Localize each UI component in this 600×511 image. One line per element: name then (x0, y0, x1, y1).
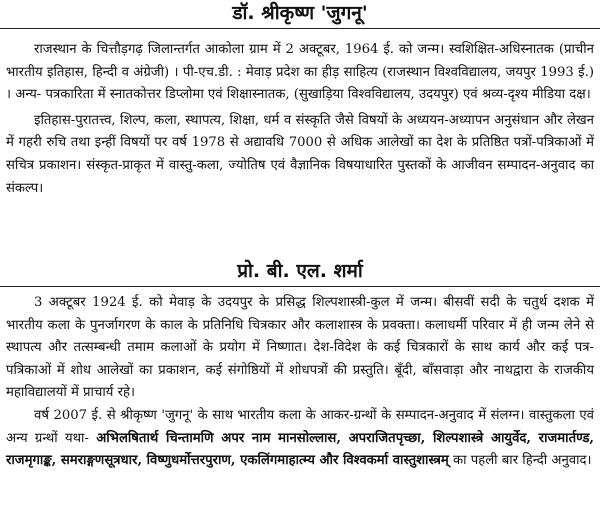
heading-divider (0, 28, 600, 29)
bio-outro-text: का पहली बार हिन्दी अनुवाद। (448, 453, 592, 469)
heading-divider (0, 286, 600, 287)
bold-book-titles: अभिलषितार्थ चिन्तामणि अपर नाम मानसोल्लास, अपराजितपृच्छा, शिल्पशास्त्रे आयुर्वेद, राजमार्तण्ड, राजमृगाङ्क, समराङ्गणसूत्रधार, विष्णुधर्मोत्तरपुराण, एकलिंगमाहात्म्य और विश्वकर्मा वास्तुशास्त्रम् (6, 430, 594, 469)
bio-paragraph-works (0, 405, 600, 473)
author-section-jugnu (0, 0, 600, 200)
bio-paragraph: राजस्थान के चित्तौड़गढ़ जिलान्तर्गत आकोला ग्राम में 2 अक्टूबर, 1964 ई. को जन्म। स्वशिक्षित-अधिस्नातक (प्राचीन भारतीय इतिहास, हिन्दी व अंग्रेजी) । पी-एच.डी. : मेवाड़ प्रदेश का हीड़ साहित्य (राजस्थान विश्वविद्यालय, जयपुर 1993 ई.) । अन्य- पत्रकारिता में स्नातकोत्तर डिप्लोमा एवं शिक्षास्नातक, (सुखाड़िया विश्वविद्यालय, उदयपुर) एवं श्रव्य-दृश्य मीडिया दक्ष। (6, 42, 594, 103)
author-section-sharma (0, 258, 600, 473)
author-heading: डॉ. श्रीकृष्ण 'जुगनू' (232, 2, 368, 24)
bio-paragraph: इतिहास-पुरातत्त्व, शिल्प, कला, स्थापत्य, शिक्षा, धर्म व संस्कृति जैसे विषयों के अध्ययन-अध्यापन अनुसंधान और लेखन में गहरी रुचि तथा इन्हीं विषयों पर वर्ष 1978 से अद्यावधि 7000 से अधिक आलेखों का देश के प्रतिष्ठित पत्रों-पत्रिकाओं में सचित्र प्रकाशन। संस्कृत-प्राकृत में वास्तु-कला, ज्योतिष एवं वैज्ञानिक विषयाधारित पुस्तकों के आजीवन सम्पादन-अनुवाद का संकल्प। (6, 112, 594, 196)
bio-paragraph: 3 अक्टूबर 1924 ई. को मेवाड़ के उदयपुर के प्रसिद्ध शिल्पशास्त्री-कुल में जन्म। बीसवीं सदी के चतुर्थ दशक में भारतीय कला के पुनर्जागरण के काल के प्रतिनिधि चित्रकार और कलाशास्त्र के प्रवक्ता। कलाधर्मी परिवार में ही जन्म लेने से स्थापत्य और तत्सम्बन्धी तमाम कलाओं के प्रयोग में निष्णात। देश-विदेश के कई चित्रकारों के साथ कार्य और कई पत्र-पत्रिकाओं में शोध आलेखों का प्रकाशन, कई संगोष्ठियों में शोधपत्रों की प्रस्तुति। बूँदी, बाँसवाड़ा और नाथद्वारा के राजकीय महाविद्यालयों में प्राचार्य रहे। (6, 295, 594, 401)
bio-intro-text: वर्ष 2007 ई. से श्रीकृष्ण 'जुगनू' के साथ भारतीय कला के आकर-ग्रन्थों के सम्पादन-अनुवाद में संलग्न। वास्तुकला एवं अन्य ग्रन्थों यथा- (6, 407, 594, 446)
author-heading: प्रो. बी. एल. शर्मा (237, 260, 363, 282)
